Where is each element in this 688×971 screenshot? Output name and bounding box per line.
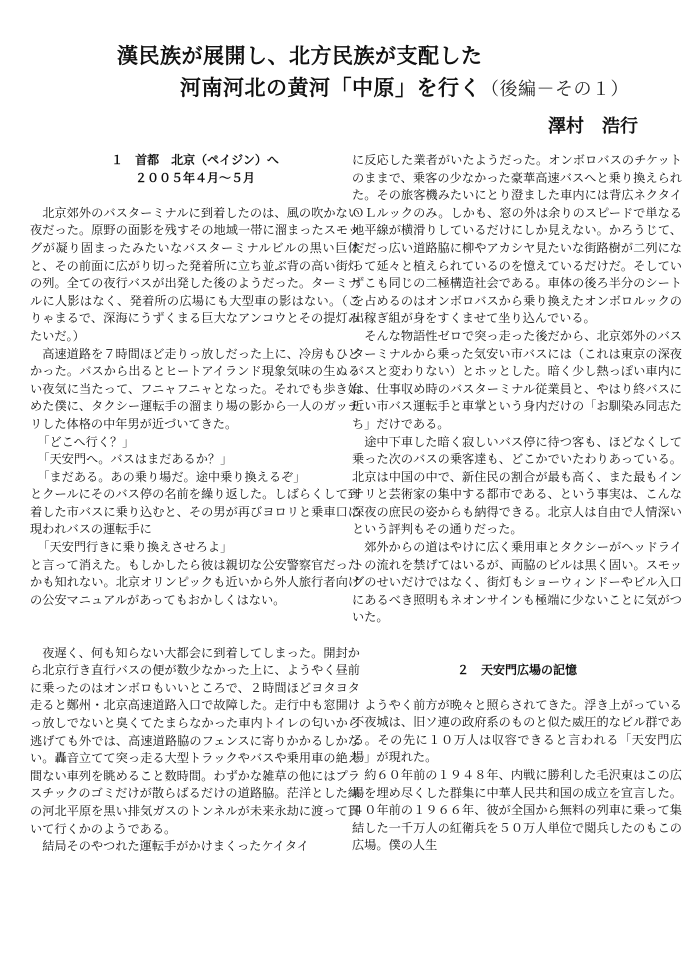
dialogue-line: 「まだある。あの乗り場だ。途中乗り換えるぞ」	[37, 469, 306, 484]
section-1-date: ２００５年４月～５月	[134, 170, 255, 185]
paragraph: そんな物語性ゼロで突っ走った後だから、北京郊外のバスターミナルから乗った気安い市バスには（これは東京の深夜バスと変わりない）とホッとした。暗く少し熱っぽい車内には、仕事収め時のバスターミナル従業員と、やはり終バスに近い市バス運転手と車掌という身内だけの「お馴染み同志たち」だけである。	[352, 328, 682, 431]
paragraph: に反応した業者がいたようだった。オンボロバスのチケットのままで、乗客の少なかった豪華高速バスへと乗り換えられた。その旅客機みたいにとり澄ました車内には背広ネクタイＯＬルックのみ。しかも、窓の外は余りのスピードで単なる地平線が横滑りしているだけにしか見えない。かろうじて、だだっ広い道路脇に柳やアカシヤ見たいな街路樹が二列になって延々と植えられているのを憶えているだけだ。そしていずこも同じの二極構造社会である。車体の後ろ半分のシートを占めるのはオンボロバスから乗り換えたオンボロルックの出稼ぎ組が身をすくませて坐り込んでいる。	[352, 153, 682, 326]
left-column	[30, 152, 360, 856]
section-1-heading: １ 首都 北京（ペイジン）へ	[111, 153, 279, 167]
title-line-2	[180, 72, 629, 102]
right-column	[352, 152, 682, 855]
title-main: 河南河北の黄河「中原」を行く	[180, 75, 481, 100]
author-name: 澤村 浩行	[548, 116, 638, 137]
paragraph: ようやく前方が晩々と照らされてきた。浮き上がっている不夜城は、旧ソ連の政府系のものと似た威圧的なビル群である。その先に１０万人は収容できると言われる「天安門広場」が現れた。	[352, 697, 682, 765]
paragraph: とクールにそのバス停の名前を繰り返した。しばらくして到着した市バスに乗り込むと、その男が再びヨロリと乗車口に現われバスの運転手に	[30, 487, 360, 537]
dialogue-line: 「どこへ行く？」	[37, 434, 135, 449]
title-line-1: 漢民族が展開し、北方民族が支配した	[117, 43, 483, 68]
spacer	[30, 187, 360, 205]
spacer	[30, 609, 360, 627]
dialogue-line: 「天安門へ。バスはまだあるか？」	[37, 452, 233, 467]
paragraph: 夜遅く、何も知らない大都会に到着してしまった。開封から北京行き直行バスの便が数少なかった上に、ようやく昼前に乗ったのはオンボロもいいところで、２時間ほどヨタヨタ走ると鄭州・北京高速道路入口で故障した。走行中も窓開けっ放しでないと臭くてたまらなかった車内トイレの匂いから逃げても外では、高速道路脇のフェンスに寄りかかるしかない。轟音立てて突っ走る大型トラックやバスや乗用車の絶え間ない車列を眺めること数時間。わずかな雑草の他にはプラスチックのゴミだけが散らばるだけの道路脇。茫洋とした緑の河北平原を黒い排気ガスのトンネルが未来永劫に渡って貫いて行くかのようである。	[30, 645, 360, 836]
paragraph: 約６０年前の１９４８年、内戦に勝利した毛沢東はこの広場を埋め尽くした群集に中華人民共和国の成立を宣言した。４０年前の１９６６年、彼が全国から無料の列車に乗って集結した一千万人の紅衛兵を５０万人単位で閲兵したのもこの広場。僕の人生	[352, 768, 682, 853]
paragraph: 途中下車した暗く寂しいバス停に待つ客も、ほどなくして乗った次のバスの乗客達も、どこかでいたわりあっている。北京は中国の中で、新住民の割合が最も高く、また最もインテリと芸術家の集中する都市である、という事実は、こんな深夜の庶民の姿からも納得できる。北京人は自由で人情深いという評判もその通りだった。	[352, 434, 682, 537]
dialogue-line: 「天安門行きに乗り換えさせろよ」	[37, 540, 233, 555]
paragraph: 結局そのやつれた運転手がかけまくったケイタイ	[42, 839, 309, 854]
paragraph: 郊外からの道はやけに広く乗用車とタクシーがヘッドライトの流れを禁げてはいるが、両脇のビルは黒く固い。スモッグのせいだけではなく、街灯もショーウィンドーやビル入口にあるべき照明もネオンサインも極端に少ないことに気がついた。	[352, 540, 682, 625]
spacer	[30, 627, 360, 645]
title-subtitle: （後編－その１）	[481, 79, 629, 100]
paragraph: 北京郊外のバスターミナルに到着したのは、風の吹かない夜だった。原野の面影を残すその地域一帯に溜まったスモッグが凝り固まったみたいなバスターミナルビルの黒い巨体と、その前面に広がり切った発着所に立ち並ぶ背の高い街灯の列。全ての夜行バスが出発した後のようだった。ターミナルに人影はなく、発着所の広場にも大型車の影はない。（こりゃまるで、深海にうずくまる巨大なアンコウとその提灯みたいだ。）	[30, 205, 360, 343]
paragraph: 高速道路を７時間ほど走りっ放しだった上に、冷房もひどかった。バスから出るとヒートアイランド現象気味の生ぬるい夜気に当たって、フニャフニャとなった。それでも歩き始めた僕に、タクシー運転手の溜まり場の影から一人のガッチリした体格の中年男が近づいてきた。	[30, 346, 360, 431]
paragraph: と言って消えた。もしかしたら彼は親切な公安警察官だったかも知れない。北京オリンピックも近いから外人旅行者向けの公安マニュアルがあってもおかしくはない。	[30, 557, 360, 607]
section-2-heading: ２ 天安門広場の記憶	[456, 663, 577, 678]
